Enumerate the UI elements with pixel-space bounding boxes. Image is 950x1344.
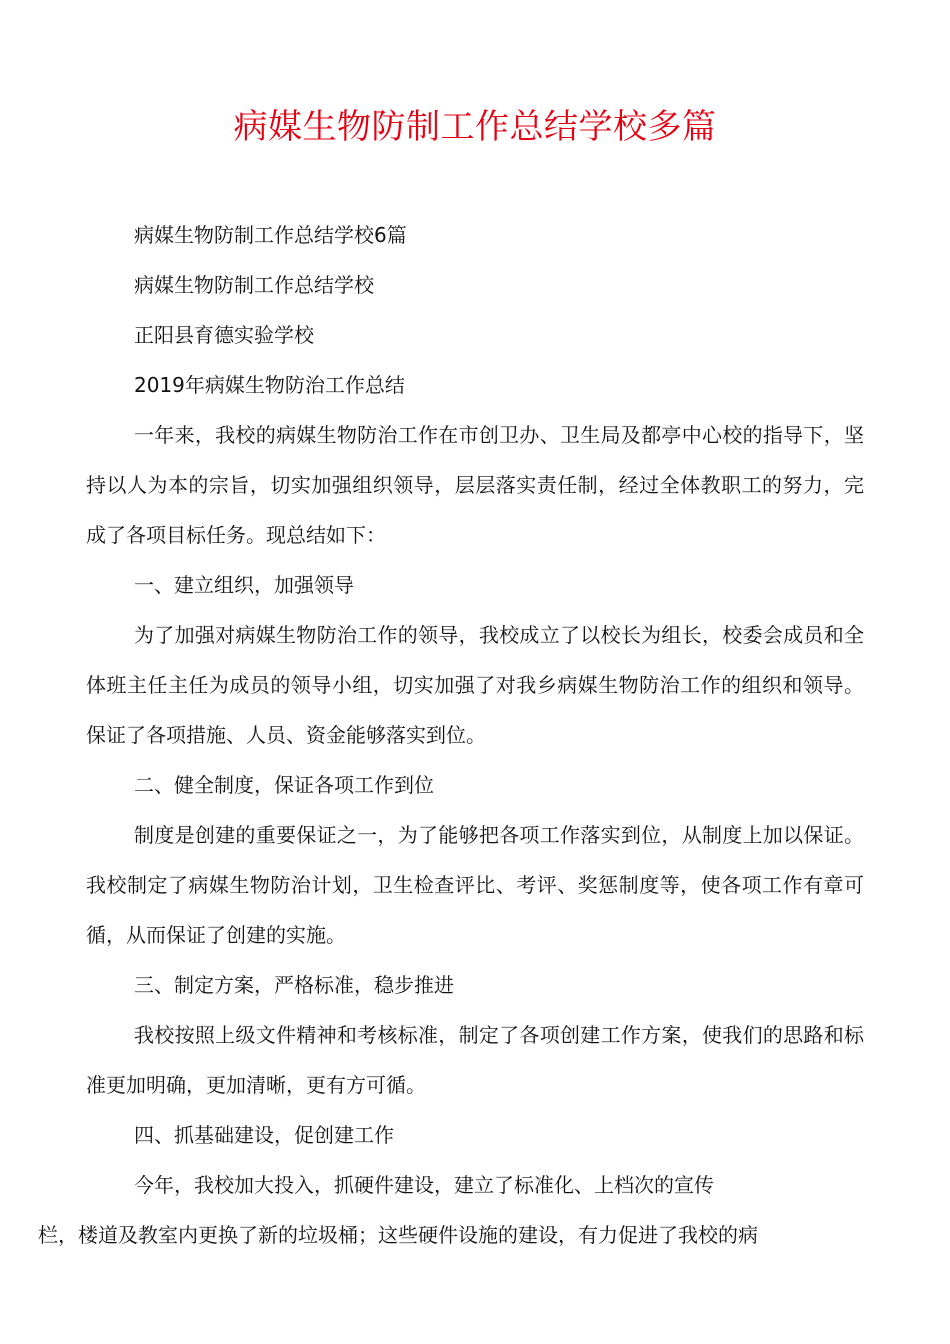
document-title: 病媒生物防制工作总结学校多篇 [233,107,717,147]
section-heading-1: 一、建立组织，加强领导 [134,573,354,597]
paragraph-school-name: 正阳县育德实验学校 [134,323,314,347]
paragraph-report-title: 2019年病媒生物防治工作总结 [134,373,405,397]
paragraph-heading: 病媒生物防制工作总结学校 [134,273,374,297]
section-heading-3: 三、制定方案，严格标准，稳步推进 [134,973,454,997]
section-heading-2: 二、健全制度，保证各项工作到位 [134,773,434,797]
paragraph-section-3: 我校按照上级文件精神和考核标准，制定了各项创建工作方案，使我们的思路和标准更加明确，更加清晰，更有方可循。 [86,1023,864,1097]
paragraph-section-4-line-2: 栏，楼道及教室内更换了新的垃圾桶；这些硬件设施的建设，有力促进了我校的病 [38,1223,758,1247]
paragraph-section-4 [38,1160,864,1260]
paragraph-section-4-line-1: 今年，我校加大投入，抓硬件建设，建立了标准化、上档次的宣传 [134,1173,714,1197]
paragraph-section-1: 为了加强对病媒生物防治工作的领导，我校成立了以校长为组长，校委会成员和全体班主任主任为成员的领导小组，切实加强了对我乡病媒生物防治工作的组织和领导。保证了各项措施、人员、资金能够落实到位。 [86,623,864,747]
paragraph-intro: 一年来，我校的病媒生物防治工作在市创卫办、卫生局及都亭中心校的指导下，坚持以人为本的宗旨，切实加强组织领导，层层落实责任制，经过全体教职工的努力，完成了各项目标任务。现总结如下： [86,423,864,547]
section-heading-4: 四、抓基础建设，促创建工作 [134,1123,394,1147]
document-body [38,210,864,1260]
paragraph-section-2: 制度是创建的重要保证之一，为了能够把各项工作落实到位，从制度上加以保证。我校制定了病媒生物防治计划，卫生检查评比、考评、奖惩制度等，使各项工作有章可循，从而保证了创建的实施。 [86,823,864,947]
paragraph-subtitle: 病媒生物防制工作总结学校6篇 [134,223,407,247]
